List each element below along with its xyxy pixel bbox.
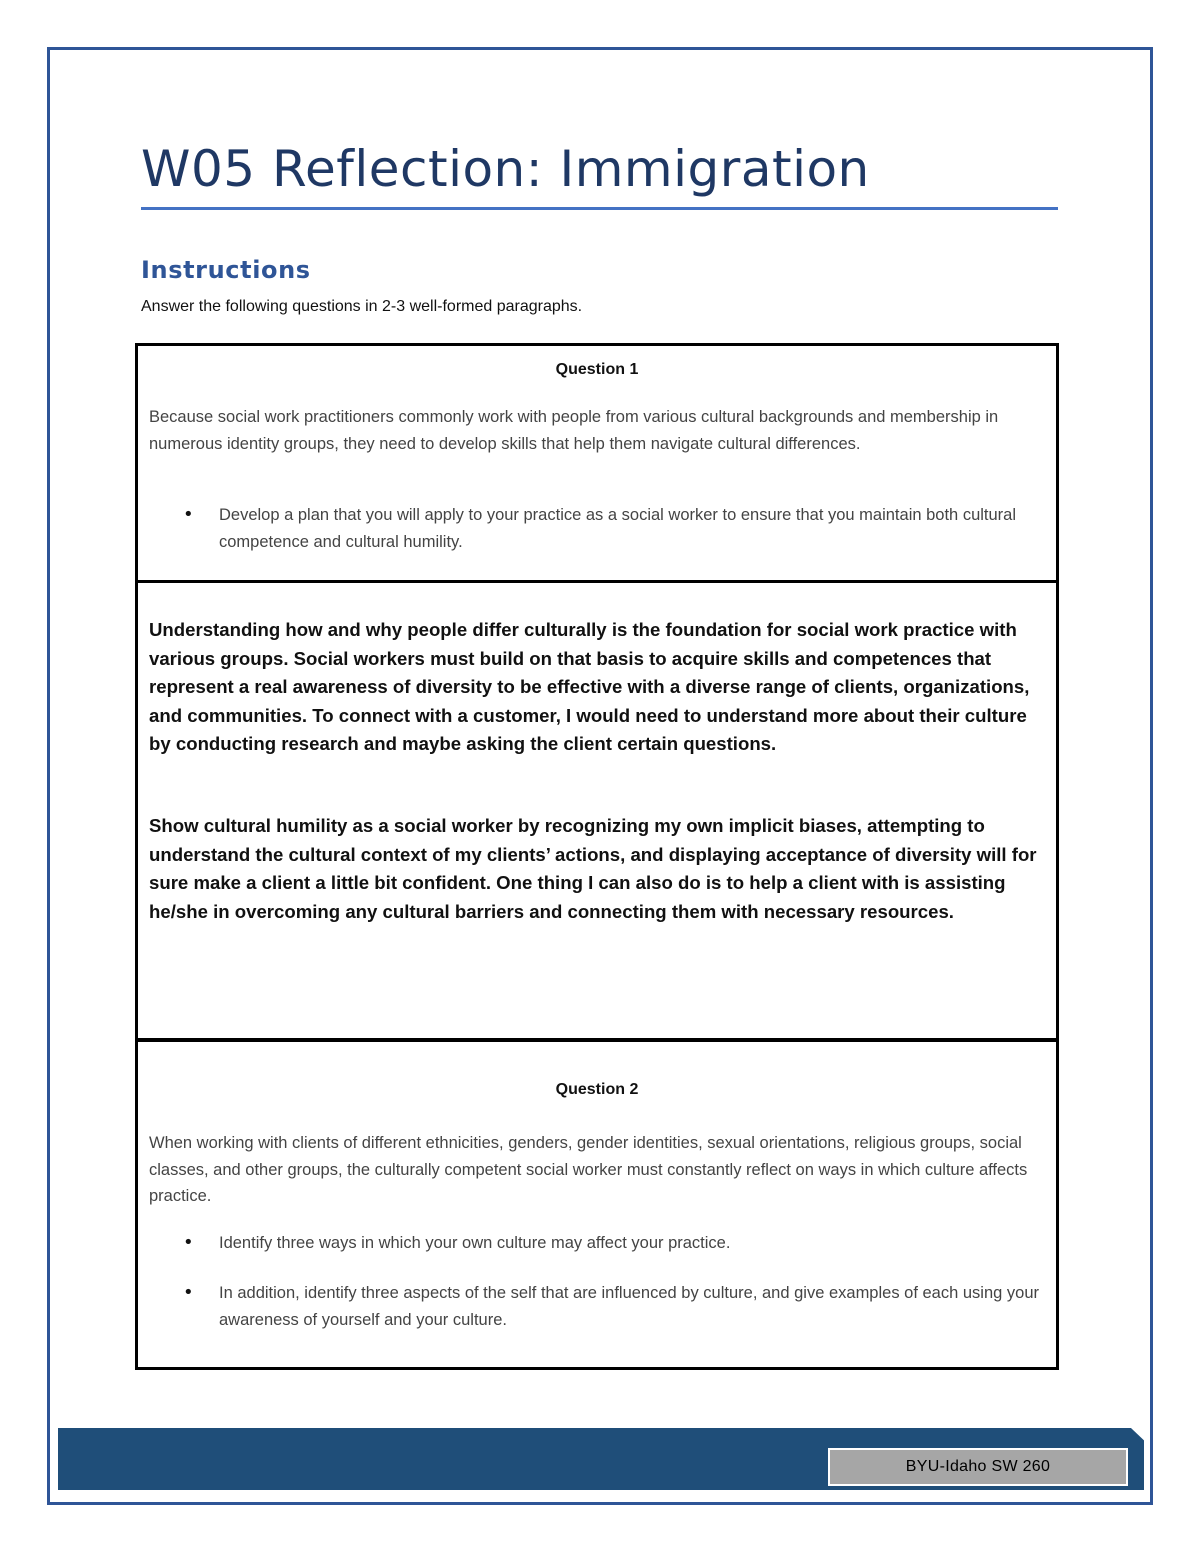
question-1-bullet-text: Develop a plan that you will apply to your practice as a social worker to ensure that you maintain both cultural competence and cultural humility. <box>219 506 1017 551</box>
question-1-title: Question 1 <box>555 361 639 378</box>
question-2-title: Question 2 <box>555 1081 639 1098</box>
question-1-box <box>135 343 1059 583</box>
bullet-icon: • <box>183 1282 194 1303</box>
title-underline <box>141 207 1058 210</box>
answer-1-paragraph-2: Show cultural humility as a social worker by recognizing my own implicit biases, attempting to understand the cultural context of my clients’ actions, and displaying acceptance of diversity will for sure make a client a little bit confident. One thing I can also do is to help a client with is assisting he/she in overcoming any cultural barriers and connecting them with necessary resources. <box>149 815 1037 922</box>
document-title: W05 Reflection: Immigration <box>141 140 870 198</box>
bullet-icon: • <box>183 504 194 525</box>
question-2-bullet-2-text: In addition, identify three aspects of the self that are influenced by culture, and give examples of each using your awareness of yourself and your culture. <box>219 1284 1039 1329</box>
footer-course-label: BYU-Idaho SW 260 <box>828 1448 1128 1486</box>
question-2-bullet-1-text: Identify three ways in which your own culture may affect your practice. <box>219 1234 731 1252</box>
instructions-text: Answer the following questions in 2-3 well-formed paragraphs. <box>141 298 583 315</box>
question-2-text: When working with clients of different ethnicities, genders, gender identities, sexual orientations, religious groups, social classes, and other groups, the culturally competent social worker must constantly reflect on ways in which culture affects practice. <box>149 1134 1028 1205</box>
instructions-heading: Instructions <box>141 256 311 284</box>
answer-1-box[interactable] <box>135 578 1059 1041</box>
answer-1-paragraph-1: Understanding how and why people differ culturally is the foundation for social work practice with various groups. Social workers must build on that basis to acquire skills and competences that represent a real awareness of diversity to be effective with a diverse range of clients, organizations, and communities. To connect with a customer, I would need to understand more about their culture by conducting research and maybe asking the client certain questions. <box>149 619 1030 755</box>
bullet-icon: • <box>183 1232 194 1253</box>
question-2-box <box>135 1039 1059 1370</box>
question-1-text: Because social work practitioners commonly work with people from various cultural backgrounds and membership in numerous identity groups, they need to develop skills that help them navigate cultural differences. <box>149 408 999 453</box>
